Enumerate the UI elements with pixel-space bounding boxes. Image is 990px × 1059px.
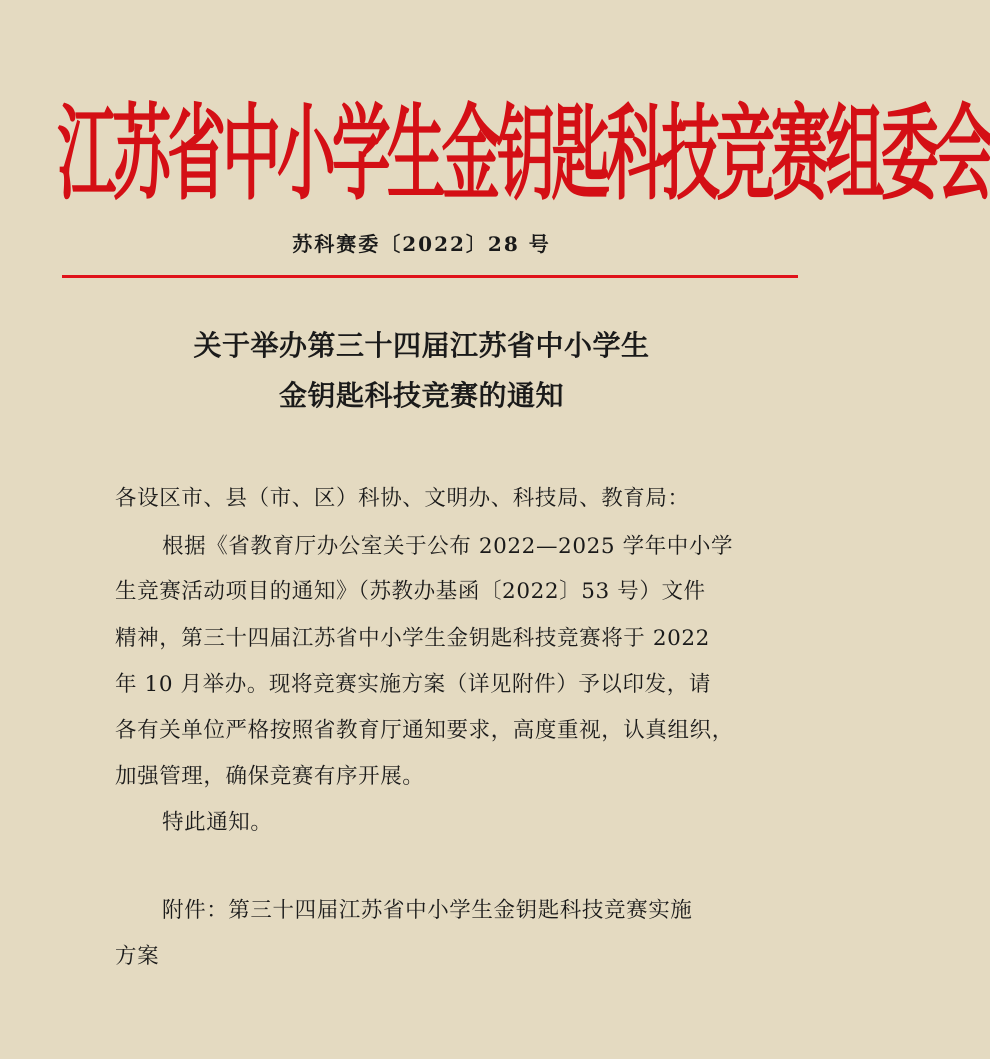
red-divider-line <box>62 275 798 278</box>
paragraph-line-3: 精神，第三十四届江苏省中小学生金钥匙科技竞赛将于 2022 <box>115 626 710 651</box>
issuer-title: 江苏省中小学生金钥匙科技竞赛组委会 <box>57 94 990 216</box>
paragraph-line-1: 根据《省教育厅办公室关于公布 2022—2025 学年中小学 <box>162 534 734 559</box>
paragraph-line-4: 年 10 月举办。现将竞赛实施方案（详见附件）予以印发，请 <box>115 672 711 697</box>
paragraph-line-6: 加强管理，确保竞赛有序开展。 <box>115 764 425 789</box>
notice-title-line-1: 关于举办第三十四届江苏省中小学生 <box>193 329 650 362</box>
salutation: 各设区市、县（市、区）科协、文明办、科技局、教育局： <box>115 486 690 511</box>
paragraph-line-5: 各有关单位严格按照省教育厅通知要求，高度重视，认真组织， <box>115 718 734 743</box>
closing-line: 特此通知。 <box>162 810 273 835</box>
document-number: 苏科赛委〔2022〕28 号 <box>292 232 551 256</box>
attachment-line-1: 附件：第三十四届江苏省中小学生金钥匙科技竞赛实施 <box>162 898 693 923</box>
paragraph-line-2: 生竞赛活动项目的通知》（苏教办基函〔2022〕53 号）文件 <box>115 579 706 604</box>
notice-title-line-2: 金钥匙科技竞赛的通知 <box>278 379 564 412</box>
attachment-line-2: 方案 <box>115 944 160 969</box>
